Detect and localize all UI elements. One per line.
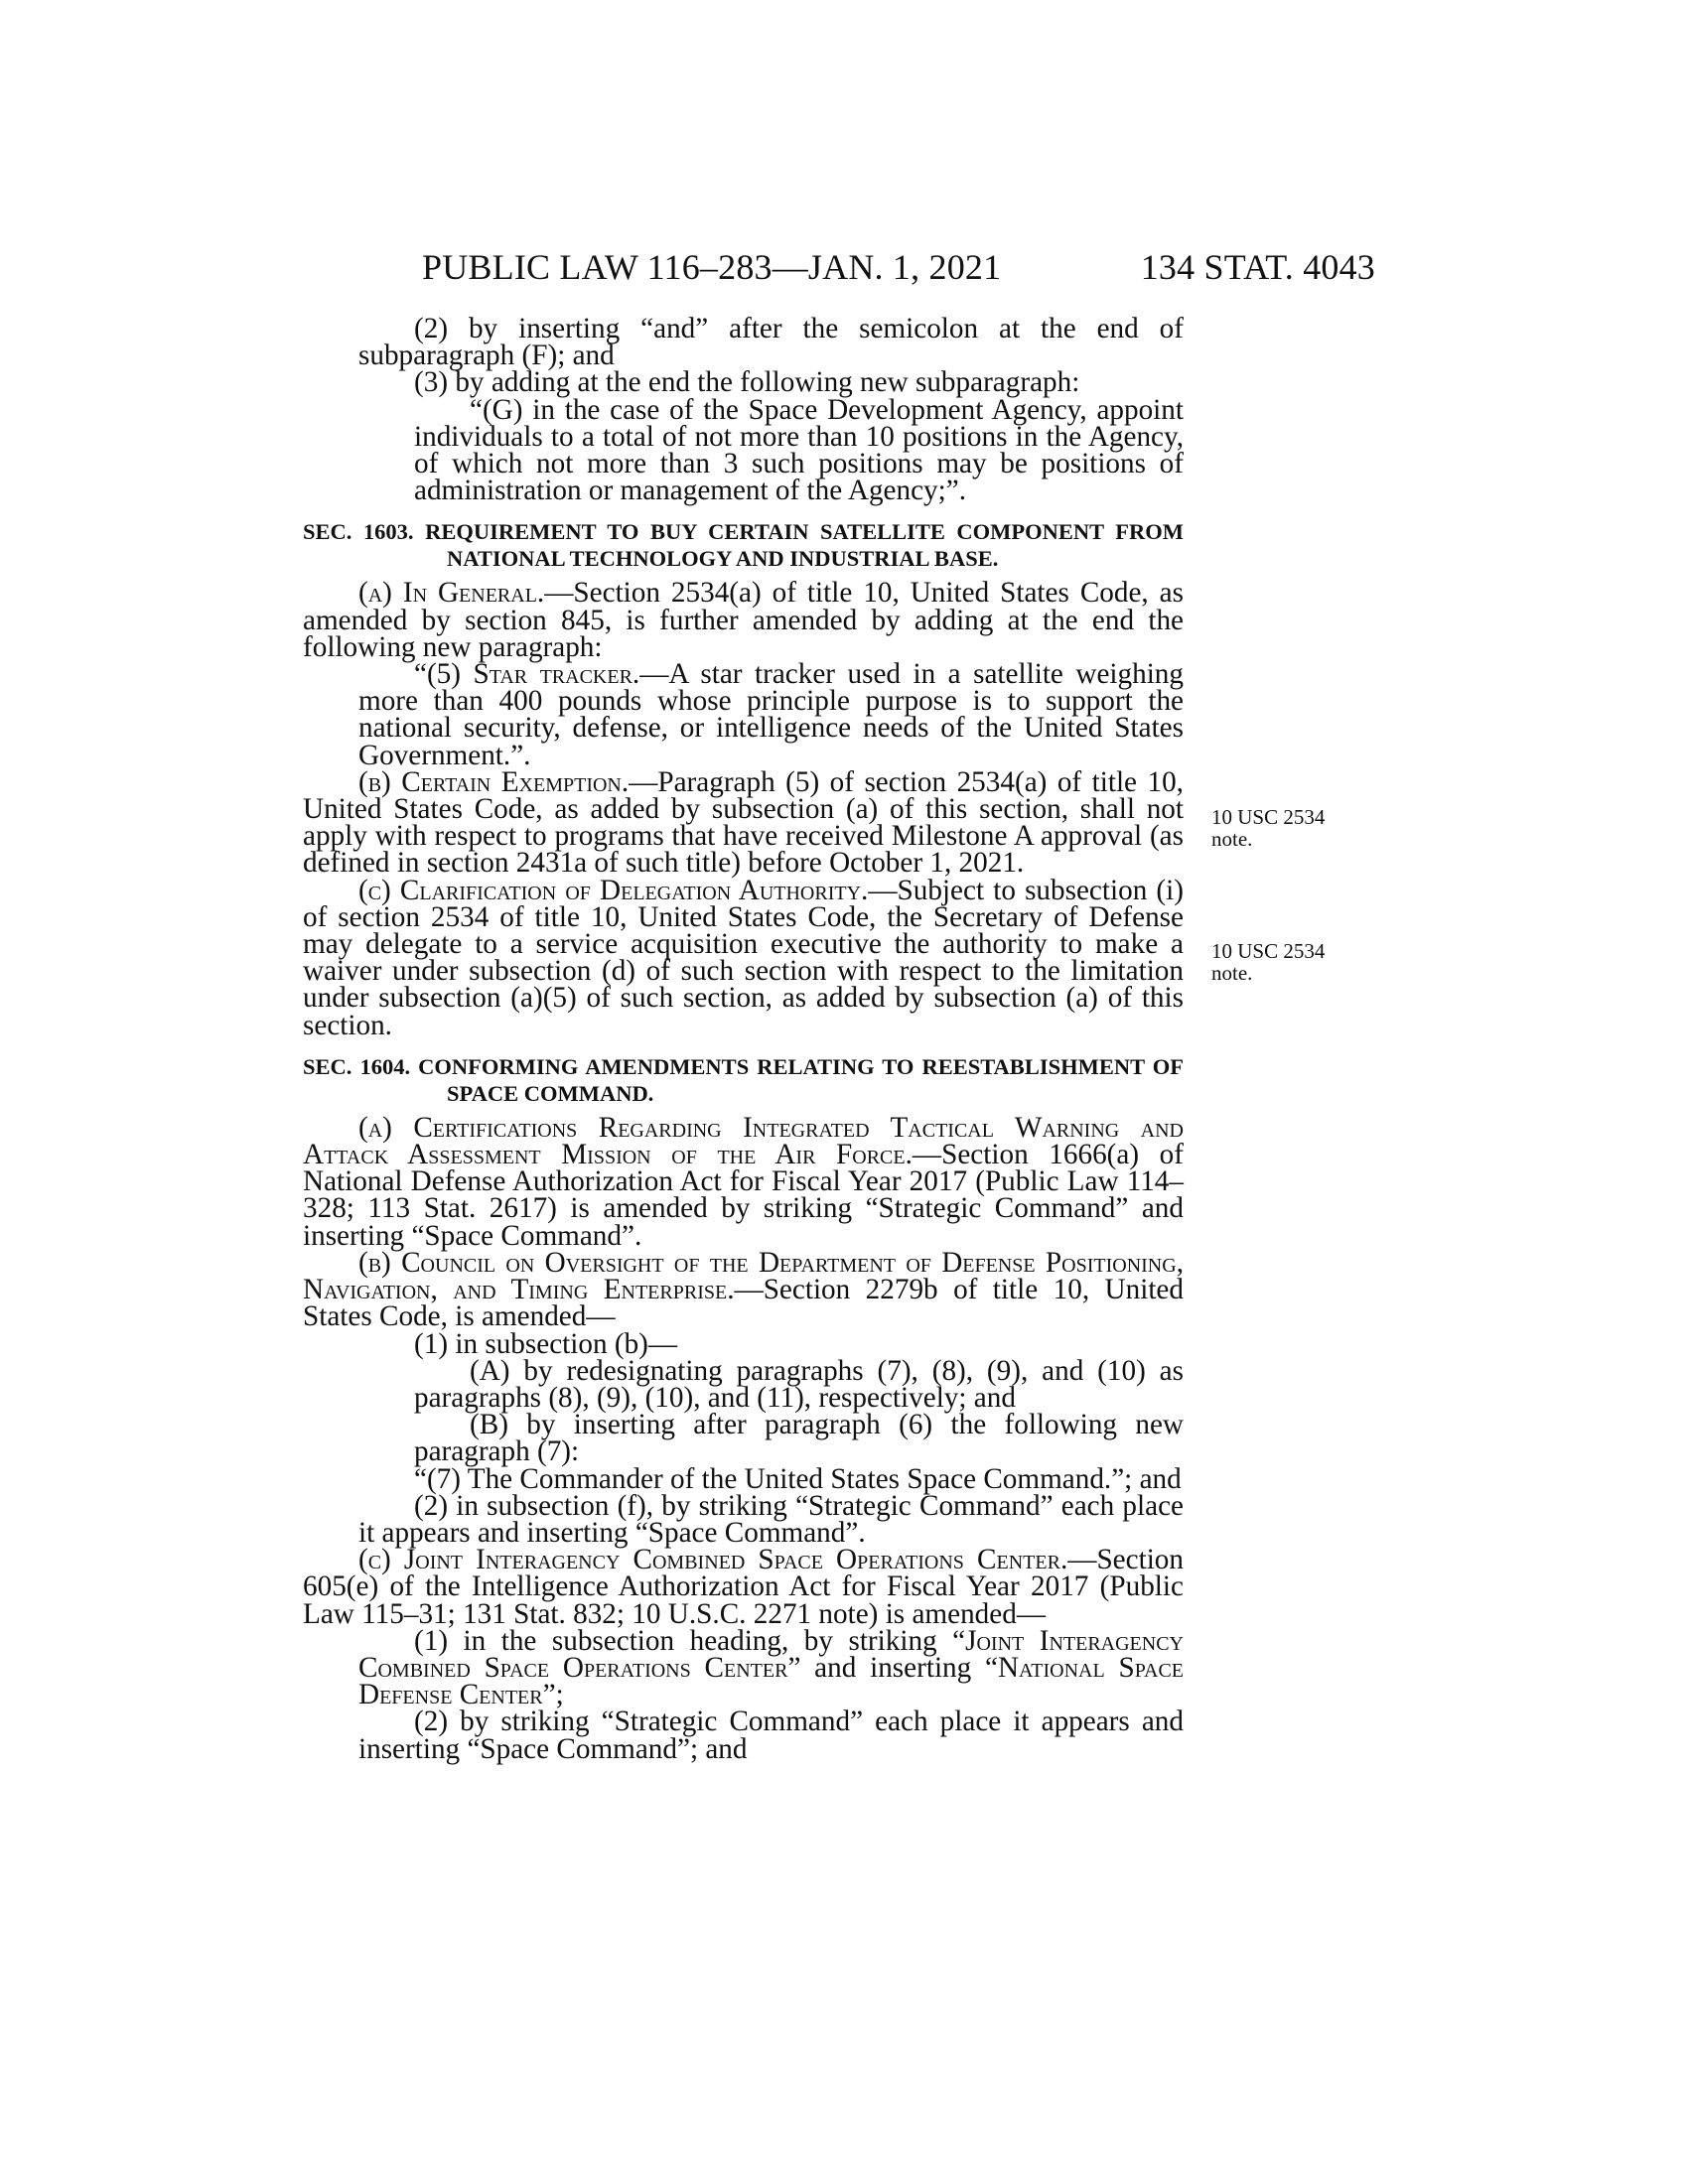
section-1604-b-subparagraph-A: (A) by redesignating paragraphs (7), (8), (9), and (10) as paragraphs (8), (9), (10), and (11), respectively; and [414,1354,1184,1414]
section-1603-heading: SEC. 1603. REQUIREMENT TO BUY CERTAIN SATELLITE COMPONENT FROM NATIONAL TECHNOLOGY AND INDUSTRIAL BASE. [303,519,1184,572]
paragraph-5-star-tracker: “(5) Star tracker.—A star tracker used in a satellite weighing more than 400 pounds whose principle purpose is to support the national security, defense, or intelligence needs of the United States Government.”. [358,658,1184,771]
subsection-b-certain-exemption: (b) Certain Exemption.—Paragraph (5) of section 2534(a) of title 10, United States Code, as added by subsection (a) of this section, shall not apply with respect to programs that have received Milestone A approval (as defined in section 2431a of such title) before October 1, 2021. [303,765,1184,880]
section-1604-b-paragraph-1: (1) in subsection (b)— [414,1327,678,1360]
section-1604-b-new-paragraph-7: “(7) The Commander of the United States Space Command.”; and [414,1462,1182,1495]
section-1604-c-paragraph-1: (1) in the subsection heading, by striking “Joint Interagency Combined Space Operations Center” and inserting “National Space Defense Center”; [358,1624,1184,1711]
margin-note-subsection-c: 10 USC 2534 note. [1211,939,1326,985]
star-tracker-heading: “(5) Star tracker. [414,658,640,691]
paragraph-3-adding-subparagraph: (3) by adding at the end the following new subparagraph: [414,366,1080,399]
section-1604-b-heading: (b) Council on Oversight of the Department of Defense Positioning, Navigation, and Timing Enterprise. [303,1246,1184,1306]
section-1604-a-heading: (a) Certifications Regarding Integrated Tactical Warning and Attack Assessment Mission of the Air Force. [303,1111,1184,1171]
document-body [303,313,1184,1765]
running-header-stat-page: 134 STAT. 4043 [1140,247,1375,287]
section-1604-subsection-a: (a) Certifications Regarding Integrated Tactical Warning and Attack Assessment Mission of the Air Force.—Section 1666(a) of National Defense Authorization Act for Fiscal Year 2017 (Public Law 114–328; 113 Stat. 2617) is amended by striking “Strategic Command” and inserting “Space Command”. [303,1111,1184,1252]
subsection-a-in-general: (a) In General.—Section 2534(a) of title 10, United States Code, as amended by section 845, is further amended by adding at the end the following new paragraph: [303,577,1184,663]
subsection-b-heading: (b) Certain Exemption. [358,765,630,798]
section-1604-c-paragraph-2: (2) by striking “Strategic Command” each place it appears and inserting “Space Command”; and [358,1706,1184,1765]
section-1604-subsection-c: (c) Joint Interagency Combined Space Operations Center.—Section 605(e) of the Intelligence Authorization Act for Fiscal Year 2017 (Public Law 115–31; 131 Stat. 832; 10 U.S.C. 2271 note) is amended— [303,1544,1184,1630]
section-1604-c-heading: (c) Joint Interagency Combined Space Operations Center. [358,1544,1068,1576]
section-1604-heading: SEC. 1604. CONFORMING AMENDMENTS RELATING TO REESTABLISHMENT OF SPACE COMMAND. [303,1053,1184,1106]
section-1604-b-paragraph-2: (2) in subsection (f), by striking “Strategic Command” each place it appears and inserting “Space Command”. [358,1489,1184,1549]
running-header-title: PUBLIC LAW 116–283—JAN. 1, 2021 [422,247,1002,287]
margin-note-subsection-b: 10 USC 2534 note. [1211,805,1326,851]
subsection-c-heading: (c) Clarification of Delegation Authority. [358,874,869,906]
section-1604-subsection-b: (b) Council on Oversight of the Department of Defense Positioning, Navigation, and Timing Enterprise.—Section 2279b of title 10, United States Code, is amended— [303,1246,1184,1333]
subparagraph-G-space-development-agency: “(G) in the case of the Space Development Agency, appoint individuals to a total of not more than 10 positions in the Agency, of which not more than 3 such positions may be positions of administration or management of the Agency;”. [414,393,1184,507]
section-1604-b-subparagraph-B: (B) by inserting after paragraph (6) the following new paragraph (7): [414,1409,1184,1468]
paragraph-2-inserting-and: (2) by inserting “and” after the semicolon at the end of subparagraph (F); and [358,313,1184,372]
subsection-a-heading: (a) In General. [358,577,545,610]
subsection-c-delegation-authority: (c) Clarification of Delegation Authority.—Subject to subsection (i) of section 2534 of title 10, United States Code, the Secretary of Defense may delegate to a service acquisition executive the authority to make a waiver under subsection (d) of such section with respect to the limitation under subsection (a)(5) of such section, as added by subsection (a) of this section. [303,874,1184,1041]
